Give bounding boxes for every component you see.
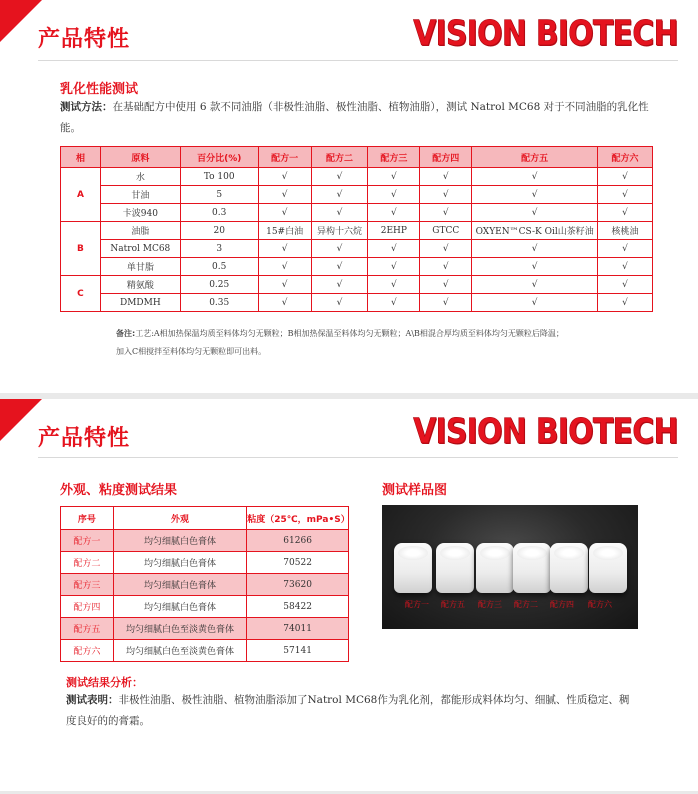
analysis-title: 测试结果分析： <box>66 676 143 689</box>
table-cell: √ <box>311 168 368 186</box>
table-cell: 均匀细腻白色至淡黄色膏体 <box>113 640 246 662</box>
header-cell: 相 <box>61 147 101 168</box>
table-cell: 均匀细腻白色至淡黄色膏体 <box>113 618 246 640</box>
table-cell: √ <box>368 186 420 204</box>
table-row <box>61 258 653 276</box>
slide-viscosity <box>0 399 698 791</box>
header-cell: 配方五 <box>472 147 598 168</box>
table-cell: √ <box>472 240 598 258</box>
table-cell: √ <box>420 186 472 204</box>
header-cell: 配方三 <box>368 147 420 168</box>
table-cell: √ <box>368 204 420 222</box>
table-row <box>61 168 653 186</box>
table-cell: 甘油 <box>100 186 180 204</box>
header-cell: 百分比(%) <box>180 147 258 168</box>
table-cell: √ <box>598 186 653 204</box>
table-cell: 配方三 <box>61 574 114 596</box>
table-row <box>61 222 653 240</box>
header-cell: 原料 <box>100 147 180 168</box>
header-cell: 配方六 <box>598 147 653 168</box>
table-cell: √ <box>598 276 653 294</box>
phase-cell: C <box>61 276 101 312</box>
header-cell: 配方二 <box>311 147 368 168</box>
table-cell: 73620 <box>247 574 349 596</box>
table-row <box>61 240 653 258</box>
table-row <box>61 204 653 222</box>
table-cell: √ <box>258 258 311 276</box>
jar-label: 配方一 <box>405 600 429 609</box>
table-cell: √ <box>420 276 472 294</box>
table-row <box>61 618 349 640</box>
table-cell: 61266 <box>247 530 349 552</box>
jar-label: 配方三 <box>478 600 502 609</box>
brand-logo: VISION BIOTECH <box>413 412 678 452</box>
table-cell: 油脂 <box>100 222 180 240</box>
header-cell: 配方一 <box>258 147 311 168</box>
table-cell: √ <box>311 204 368 222</box>
table-cell: √ <box>258 294 311 312</box>
table-cell: 均匀细腻白色膏体 <box>113 552 246 574</box>
method-paragraph <box>60 97 656 139</box>
header-cell: 配方四 <box>420 147 472 168</box>
brand-logo: VISION BIOTECH <box>413 14 678 54</box>
table-cell: 0.3 <box>180 204 258 222</box>
table-cell: 74011 <box>247 618 349 640</box>
table-cell: √ <box>472 258 598 276</box>
conclusion-paragraph <box>66 690 638 732</box>
photo-subtitle: 测试样品图 <box>382 483 448 498</box>
table-cell: √ <box>311 186 368 204</box>
table-cell: √ <box>258 168 311 186</box>
conclusion-text: 非极性油脂、极性油脂、植物油脂添加了Natrol MC68作为乳化剂，都能形成料体均匀、细腻、性质稳定、稠度良好的的膏霜。 <box>66 694 630 727</box>
table-cell: √ <box>368 258 420 276</box>
table-row <box>61 294 653 312</box>
note-label: 备注: <box>116 329 136 338</box>
table-cell: 精氨酸 <box>100 276 180 294</box>
sample-jar <box>550 543 588 593</box>
table-cell: √ <box>258 276 311 294</box>
table-cell: √ <box>311 240 368 258</box>
title-divider <box>38 457 678 458</box>
table-cell: √ <box>472 186 598 204</box>
table-cell: 配方六 <box>61 640 114 662</box>
table-cell: 2EHP <box>368 222 420 240</box>
table-cell: 水 <box>100 168 180 186</box>
table-cell: √ <box>368 276 420 294</box>
table-cell: √ <box>368 294 420 312</box>
process-note <box>116 325 616 361</box>
table-row <box>61 276 653 294</box>
table-cell: 5 <box>180 186 258 204</box>
table-cell: √ <box>420 168 472 186</box>
table-cell: 配方五 <box>61 618 114 640</box>
table-cell: √ <box>311 258 368 276</box>
method-text: 在基础配方中使用 6 款不同油脂（非极性油脂、极性油脂、植物油脂），测试 Natrol MC68 对于不同油脂的乳化性能。 <box>60 101 649 134</box>
table-cell: √ <box>472 204 598 222</box>
table-cell: √ <box>420 294 472 312</box>
jar-label: 配方四 <box>550 600 574 609</box>
table-row <box>61 186 653 204</box>
table-cell: 异构十六烷 <box>311 222 368 240</box>
jar-label: 配方五 <box>441 600 465 609</box>
note-line-1: 工艺:A相加热保温均质至料体均匀无颗粒；B相加热保温至料体均匀无颗粒；A\B相混合厚均质至料体均匀无颗粒后降温； <box>135 329 564 338</box>
note-line-2: 加入C相搅拌至料体均匀无颗粒即可出料。 <box>116 347 267 356</box>
page-title: 产品特性 <box>38 27 131 52</box>
table-cell: √ <box>598 204 653 222</box>
corner-decoration <box>0 0 42 42</box>
sample-jar <box>513 543 551 593</box>
section-subtitle: 乳化性能测试 <box>60 82 139 97</box>
table-cell: Natrol MC68 <box>100 240 180 258</box>
table-cell: √ <box>472 276 598 294</box>
table-cell: 0.5 <box>180 258 258 276</box>
table-cell: 均匀细腻白色膏体 <box>113 574 246 596</box>
table-cell: √ <box>258 204 311 222</box>
table-cell: √ <box>598 294 653 312</box>
table-row <box>61 552 349 574</box>
sample-jar <box>436 543 474 593</box>
table-cell: 单甘脂 <box>100 258 180 276</box>
table-cell: √ <box>368 240 420 258</box>
table-row <box>61 596 349 618</box>
viscosity-table-body <box>61 530 349 662</box>
formula-table-body <box>61 168 653 312</box>
formula-table <box>60 146 653 312</box>
table-cell: √ <box>598 240 653 258</box>
table-cell: √ <box>368 168 420 186</box>
table-cell: 配方四 <box>61 596 114 618</box>
page-title: 产品特性 <box>38 426 131 451</box>
title-divider <box>38 60 678 61</box>
corner-decoration <box>0 399 42 441</box>
table-cell: √ <box>420 240 472 258</box>
table-cell: 0.35 <box>180 294 258 312</box>
phase-cell: B <box>61 222 101 276</box>
table-cell: √ <box>598 258 653 276</box>
table-cell: √ <box>311 276 368 294</box>
table-cell: To 100 <box>180 168 258 186</box>
table-cell: √ <box>472 168 598 186</box>
table-cell: 配方一 <box>61 530 114 552</box>
sample-jar <box>589 543 627 593</box>
sample-jar <box>394 543 432 593</box>
method-label: 测试方法： <box>60 101 113 113</box>
sample-jar <box>476 543 514 593</box>
table-cell: 均匀细腻白色膏体 <box>113 530 246 552</box>
header-cell: 粘度（25℃，mPa•S） <box>247 507 349 530</box>
conclusion-label: 测试表明： <box>66 694 119 706</box>
table-cell: √ <box>472 294 598 312</box>
table-header-row <box>61 507 349 530</box>
jar-label: 配方六 <box>588 600 612 609</box>
table-row <box>61 640 349 662</box>
table-cell: 0.25 <box>180 276 258 294</box>
table-cell: 15#白油 <box>258 222 311 240</box>
table-cell: GTCC <box>420 222 472 240</box>
table-header-row <box>61 147 653 168</box>
viscosity-table <box>60 506 349 662</box>
table-cell: 58422 <box>247 596 349 618</box>
table-cell: √ <box>258 186 311 204</box>
table-cell: 70522 <box>247 552 349 574</box>
table-cell: 20 <box>180 222 258 240</box>
table-cell: 核桃油 <box>598 222 653 240</box>
table-cell: DMDMH <box>100 294 180 312</box>
jar-label: 配方二 <box>514 600 538 609</box>
table-cell: 均匀细腻白色膏体 <box>113 596 246 618</box>
table-row <box>61 530 349 552</box>
table-cell: OXYEN™CS-K Oil山茶籽油 <box>472 222 598 240</box>
header-cell: 外观 <box>113 507 246 530</box>
table-cell: √ <box>420 204 472 222</box>
phase-cell: A <box>61 168 101 222</box>
header-cell: 序号 <box>61 507 114 530</box>
slide-emulsification <box>0 0 698 393</box>
table-cell: 57141 <box>247 640 349 662</box>
table-cell: 3 <box>180 240 258 258</box>
table-cell: 配方二 <box>61 552 114 574</box>
table-cell: √ <box>420 258 472 276</box>
table-cell: √ <box>311 294 368 312</box>
table-cell: 卡波940 <box>100 204 180 222</box>
sample-photo <box>382 505 638 629</box>
results-subtitle: 外观、粘度测试结果 <box>60 483 178 498</box>
table-cell: √ <box>598 168 653 186</box>
table-row <box>61 574 349 596</box>
table-cell: √ <box>258 240 311 258</box>
